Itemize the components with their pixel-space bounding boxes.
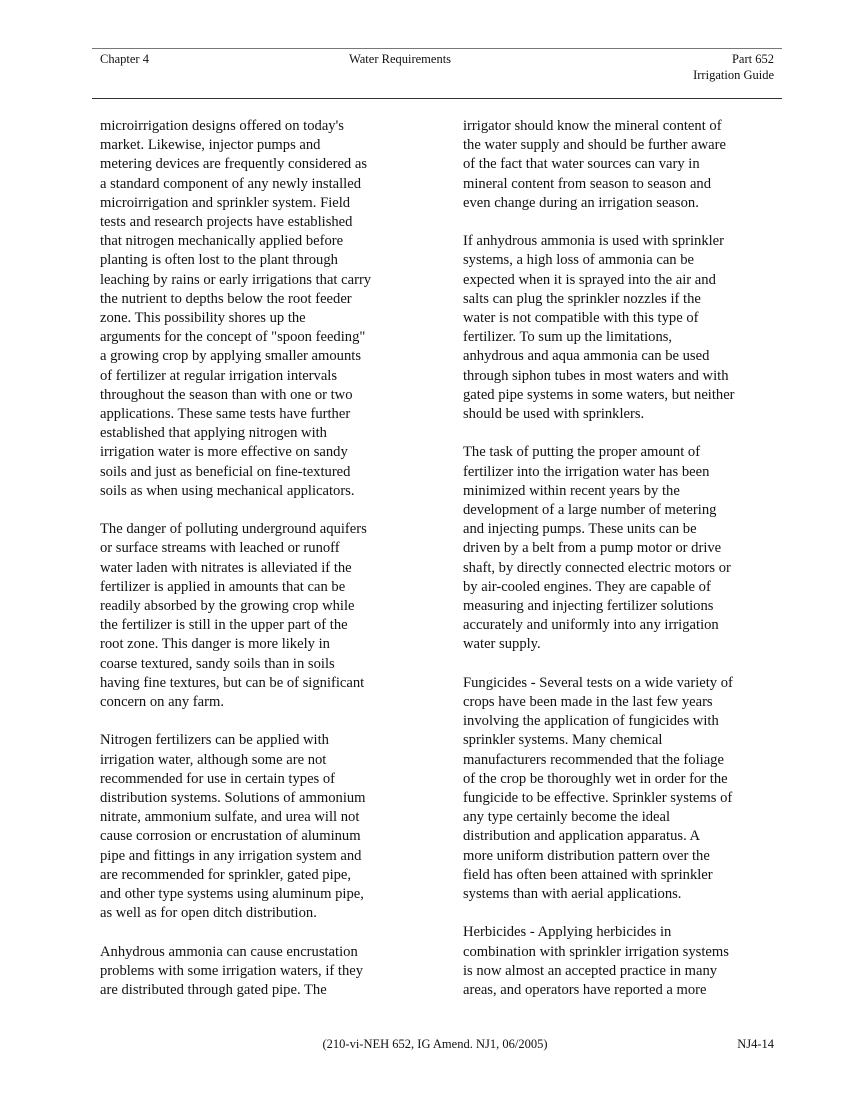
text-line: of the fact that water sources can vary in [463,156,700,173]
text-line: fertilizer is applied in amounts that can be [100,578,346,595]
text-line: measuring and injecting fertilizer solutions [463,598,714,615]
paragraph [100,117,415,501]
text-line: soils as when using mechanical applicators. [100,482,355,499]
text-line: fertilizer. To sum up the limitations, [463,329,673,346]
text-line: that nitrogen mechanically applied before [100,233,344,250]
text-line: minimized within recent years by the [463,482,680,499]
text-line: systems than with aerial applications. [463,886,682,903]
text-line: coarse textured, sandy soils than in soils [100,655,335,672]
paragraph [463,674,778,904]
paragraph [100,520,415,712]
text-line: anhydrous and aqua ammonia can be used [463,348,710,365]
footer-page-number: NJ4-14 [737,1037,774,1051]
text-line: more uniform distribution pattern over the [463,847,710,864]
text-line: are distributed through gated pipe. The [100,982,327,999]
text-line: distribution and application apparatus. A [463,828,701,845]
text-line: soils and just as beneficial on fine-textured [100,463,351,480]
text-line: driven by a belt from a pump motor or drive [463,540,722,557]
text-line: manufacturers recommended that the foliage [463,751,724,768]
left-column [100,117,415,1019]
header-top-rule [92,48,782,49]
text-line: salts can plug the sprinkler nozzles if the [463,290,701,307]
header-title: Water Requirements [348,52,452,66]
text-line: expected when it is sprayed into the air and [463,271,716,288]
text-line: recommended for use in certain types of [100,770,336,787]
text-line: irrigator should know the mineral content of [463,118,722,134]
right-column [463,117,778,1019]
text-line: market. Likewise, injector pumps and [100,137,321,154]
text-line: If anhydrous ammonia is used with sprinkler [463,233,725,250]
text-line: a growing crop by applying smaller amounts [100,348,362,365]
text-line: water is not compatible with this type of [463,310,699,327]
text-line: throughout the season than with one or two [100,386,353,403]
text-line: is now almost an accepted practice in many [463,962,718,979]
text-line: through siphon tubes in most waters and with [463,367,729,384]
paragraph [463,923,778,1000]
paragraph [100,731,415,923]
text-line: zone. This possibility shores up the [100,310,306,327]
text-line: irrigation water, although some are not [100,751,327,768]
footer-citation: (210-vi-NEH 652, IG Amend. NJ1, 06/2005) [322,1037,548,1051]
text-line: accurately and uniformly into any irrigation [463,617,719,634]
text-line: shaft, by directly connected electric motors or [463,559,731,576]
text-line: should be used with sprinklers. [463,406,645,423]
paragraph [463,117,778,213]
text-line: irrigation water is more effective on sandy [100,444,348,461]
text-line: arguments for the concept of "spoon feeding" [100,329,366,346]
text-line: leaching by rains or early irrigations that carry [100,271,372,288]
text-line: tests and research projects have established [100,214,353,231]
text-line: mineral content from season to season and [463,175,712,192]
text-line: development of a large number of metering [463,502,717,519]
text-line: fertilizer into the irrigation water has been [463,463,710,480]
text-line: cause corrosion or encrustation of aluminum [100,828,361,845]
text-line: combination with sprinkler irrigation systems [463,943,729,960]
text-line: applications. These same tests have further [100,406,351,423]
text-line: distribution systems. Solutions of ammonium [100,790,366,807]
text-line: even change during an irrigation season. [463,194,699,211]
header-part-block [693,51,774,83]
text-line: metering devices are frequently considered as [100,156,368,173]
text-line: water supply. [463,636,541,653]
text-line: Anhydrous ammonia can cause encrustation [100,943,358,960]
text-line: Nitrogen fertilizers can be applied with [100,732,329,749]
text-line: planting is often lost to the plant through [100,252,338,269]
text-line: Herbicides - Applying herbicides in [463,924,672,941]
header-guide: Irrigation Guide [693,68,774,82]
header-chapter: Chapter 4 [100,52,149,66]
text-line: of the crop be thoroughly wet in order for the [463,770,728,787]
text-line: the fertilizer is still in the upper part of the [100,617,348,634]
text-line: readily absorbed by the growing crop while [100,598,355,615]
text-line: The task of putting the proper amount of [463,444,701,461]
text-line: root zone. This danger is more likely in [100,636,330,653]
header-bottom-rule [92,98,782,99]
text-line: of fertilizer at regular irrigation intervals [100,367,338,384]
text-line: water laden with nitrates is alleviated if the [100,559,352,576]
paragraph [100,943,415,1001]
text-line: Fungicides - Several tests on a wide variety of [463,674,733,691]
text-line: gated pipe systems in some waters, but neither [463,386,735,403]
text-line: established that applying nitrogen with [100,425,327,442]
text-line: and injecting pumps. These units can be [463,521,697,538]
text-line: pipe and fittings in any irrigation system and [100,847,362,864]
text-line: fungicide to be effective. Sprinkler systems of [463,790,733,807]
text-line: and other type systems using aluminum pipe, [100,886,364,903]
text-line: the nutrient to depths below the root feeder [100,290,352,307]
text-line: concern on any farm. [100,694,224,711]
paragraph [463,232,778,424]
text-line: microirrigation designs offered on today's [100,118,344,134]
text-line: field has often been attained with sprinkler [463,866,713,883]
text-line: crops have been made in the last few years [463,694,713,711]
header-part: Part 652 [731,52,774,66]
text-line: by air-cooled engines. They are capable of [463,578,711,595]
text-line: problems with some irrigation waters, if they [100,962,364,979]
text-line: involving the application of fungicides with [463,713,719,730]
text-line: or surface streams with leached or runoff [100,540,340,557]
paragraph [463,443,778,654]
text-line: any type certainly become the ideal [463,809,671,826]
text-line: sprinkler systems. Many chemical [463,732,663,749]
text-line: having fine textures, but can be of significant [100,674,365,691]
text-line: as well as for open ditch distribution. [100,905,317,922]
text-line: a standard component of any newly installed [100,175,361,192]
text-line: The danger of polluting underground aquifers [100,521,367,538]
text-line: nitrate, ammonium sulfate, and urea will not [100,809,360,826]
text-line: systems, a high loss of ammonia can be [463,252,695,269]
text-line: areas, and operators have reported a more [463,982,707,999]
text-line: microirrigation and sprinkler system. Field [100,194,351,211]
text-line: the water supply and should be further aware [463,137,727,154]
text-line: are recommended for sprinkler, gated pipe, [100,866,352,883]
